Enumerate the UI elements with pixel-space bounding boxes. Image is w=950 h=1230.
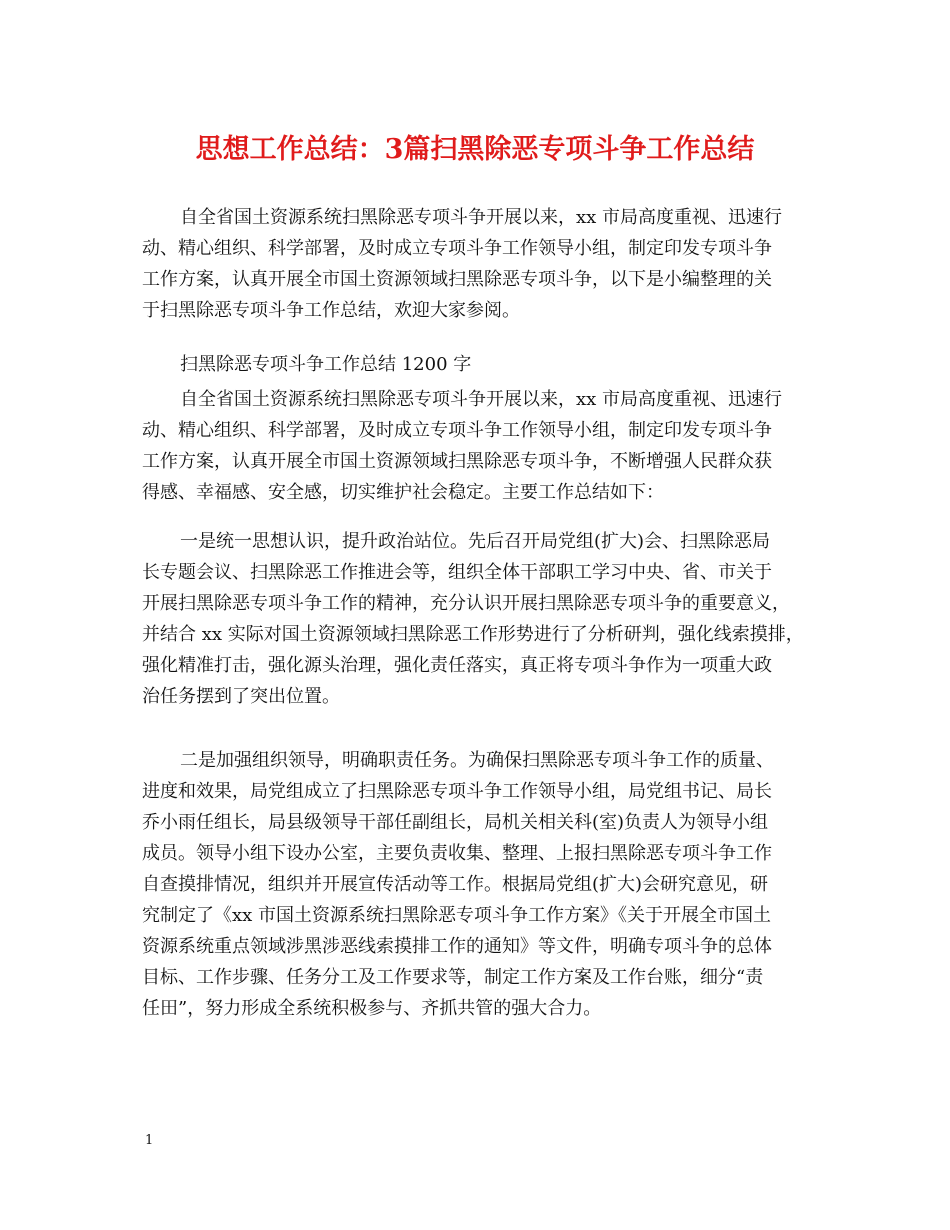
paragraph-line: 动、精心组织、科学部署，及时成立专项斗争工作领导小组，制定印发专项斗争 [142,238,772,259]
paragraph-line: 究制定了《xx 市国土资源系统扫黑除恶专项斗争工作方案》《关于开展全市国土 [142,905,772,926]
paragraph-line: 自查摸排情况，组织并开展宣传活动等工作。根据局党组(扩大)会研究意见，研 [142,874,769,895]
paragraph-line: 得感、幸福感、安全感，切实维护社会稳定。主要工作总结如下： [142,482,664,503]
paragraph-line: 资源系统重点领域涉黑涉恶线索摸排工作的通知》等文件，明确专项斗争的总体 [142,936,772,957]
paragraph-line: 自全省国土资源系统扫黑除恶专项斗争开展以来，xx 市局高度重视、迅速行 [180,207,783,228]
paragraph-line: 进度和效果，局党组成立了扫黑除恶专项斗争工作领导小组，局党组书记、局长 [142,781,772,802]
paragraph-line: 动、精心组织、科学部署，及时成立专项斗争工作领导小组，制定印发专项斗争 [142,420,772,441]
paragraph-line: 自全省国土资源系统扫黑除恶专项斗争开展以来，xx 市局高度重视、迅速行 [180,389,783,410]
document-title: 思想工作总结：3篇扫黑除恶专项斗争工作总结 [195,134,755,165]
paragraph-intro [142,202,782,326]
paragraph-line: 开展扫黑除恶专项斗争工作的精神，充分认识开展扫黑除恶专项斗争的重要意义， [142,593,790,614]
paragraph-line: 乔小雨任组长，局县级领导干部任副组长，局机关相关科(室)负责人为领导小组 [142,812,769,833]
paragraph-line: 于扫黑除恶专项斗争工作总结，欢迎大家参阅。 [142,300,520,321]
paragraph-line: 成员。领导小组下设办公室，主要负责收集、整理、上报扫黑除恶专项斗争工作 [142,843,772,864]
section-subheading [142,349,471,380]
page-number: 1 [145,1133,154,1148]
paragraph-line: 长专题会议、扫黑除恶工作推进会等，组织全体干部职工学习中央、省、市关于 [142,562,772,583]
subheading-line: 扫黑除恶专项斗争工作总结 1200 字 [180,354,472,375]
paragraph-point-two [142,745,774,1024]
paragraph-line: 工作方案，认真开展全市国土资源领域扫黑除恶专项斗争，不断增强人民群众获 [142,451,772,472]
paragraph-line: 目标、工作步骤、任务分工及工作要求等，制定工作方案及工作台账，细分“责 [142,967,764,988]
paragraph-line: 二是加强组织领导，明确职责任务。为确保扫黑除恶专项斗争工作的质量、 [180,750,774,771]
paragraph-line: 任田”，努力形成全系统积极参与、齐抓共管的强大合力。 [142,998,602,1019]
paragraph-overview [142,384,782,508]
paragraph-line: 一是统一思想认识，提升政治站位。先后召开局党组(扩大)会、扫黑除恶局 [180,531,771,552]
paragraph-line: 治任务摆到了突出位置。 [142,686,340,707]
paragraph-line: 工作方案，认真开展全市国土资源领域扫黑除恶专项斗争，以下是小编整理的关 [142,269,772,290]
paragraph-line: 并结合 xx 实际对国土资源领域扫黑除恶工作形势进行了分析研判，强化线索摸排， [142,624,804,645]
paragraph-point-one [142,526,804,712]
paragraph-line: 强化精准打击，强化源头治理，强化责任落实，真正将专项斗争作为一项重大政 [142,655,772,676]
